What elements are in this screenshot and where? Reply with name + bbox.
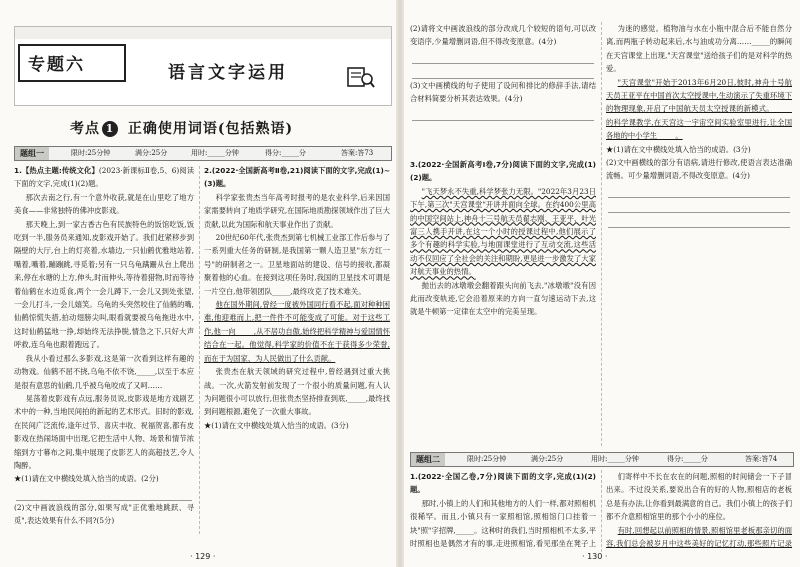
question-2 [204, 164, 390, 540]
q1-p2: 那天晚上,到一家古香古色有民族特色的饭馆吃饭,饭吃到一半,服务员来通知,皮影戏开始了。我们赶紧移步到隔壁的大厅,台上的灯亮着,水墙边,一只仙鹤优雅地站着,嘴着,嘴着,蹦蹦跳,寻觅着;另有一只乌龟蹒跚从台上爬出来,停在水塘的上方,伸头,时而伸头,等待着猎物,时而等待着仙鹤在水边觅食,两个一会儿蹲下,一会儿又到处张望,一会儿打斗,一会儿嬉笑。乌龟的头突然咬住了仙鹤的嘴,仙鹤惊慌失措,拍动翅膀尖叫,眼看就要被乌龟拖进水中,这时仙鹤猛地一挣,却始终无法挣脱,情急之下,只好大声呼救,连乌龟也跟着跑远了。 [14, 219, 194, 350]
q1-sub1: ★(1)请在文中横线处填入恰当的成语。(2分) [14, 474, 159, 484]
q3-sub2: (2)文中画横线的部分有语病,请进行修改,使语言表达准确流畅。可少量增删词语,不得改变原意。(4分) [606, 158, 792, 181]
q2-head: 2.(2022·全国新高考Ⅱ卷,21)阅读下面的文字,完成(1)~(3)题。 [204, 166, 390, 189]
kaodian-text: 正确使用词语(包括熟语) [127, 121, 294, 137]
score-field: 得分:_____分 [265, 149, 306, 157]
time-used: 用时:_____分钟 [591, 455, 639, 463]
left-page [0, 0, 398, 567]
q2-p3: 他在国外期间,曾经一度被外国同行看不起,面对种种困难,他迎难而上,把一件件不可能变成了可能。对于这些工作,他一向_____,从不居功自傲,始终把科学精神与爱国情怀结合在一起。他觉得,科学家的价值不在于获得多少荣誉,而在于为国家、为人民做出了什么贡献。 [204, 300, 390, 363]
kaodian-number: 1 [102, 121, 118, 137]
q1-head: 1.【热点主题:传统文化】 [14, 166, 99, 175]
q1-p3: 我从小看过那么多影戏,这是第一次看到这样有趣的动物戏。仙鹤不屈不挠,乌龟不依不饶,_____,以至于本应是很有意思的仙鹤,几乎被乌龟咬成了又呵…… [14, 353, 194, 390]
score-field: 得分:_____分 [667, 455, 708, 463]
q3-p1: "飞天梦永不失重,科学梦张力无限。"2022年3月23日下午,第三次"天宫课堂"开讲并面向全球。在约400公里高的中国空间站上,神舟十三号航天员翟志刚、王亚平、叶光富三人携手开讲,在这一个小时的授课过程中,他们展示了多个有趣的科学实验,与地面课堂进行了互动交流,这些活动不仅回应了全社会的关注和期盼,更是进一步激发了大家对航天事业的热情。 [410, 186, 596, 277]
q2-sub2: (2)请将文中画波浪线的部分改成几个较短的语句,可以改变语序,少量增删词语,但不得改变原意。(4分) [410, 24, 596, 47]
q1-sub2: (2)文中画波浪线的部分,如果写成"正优雅地跳跃、寻觅",表达效果有什么不同?(5分) [14, 502, 194, 526]
q1-p4: 晃荡着皮影戏有点远,服务员说,皮影戏是地方戏剧艺术中的一种,当地民间拍的新起的艺术形式。旧时的影戏,在民间广泛流传,逢年过节、喜庆丰收、祝福贺喜,都有皮影戏在热闹场面中出现,它把生活中人物、场景和情节浓缩到方寸幕布之间,集中展现了皮影艺人的高超技艺,令人陶醉。 [14, 393, 194, 470]
answer-line[interactable] [608, 198, 790, 213]
q1-p1: 那次去南之行,有一个意外收获,就是在山里吃了地方美食——非常独特的佛冲皮影戏。 [14, 192, 194, 216]
kaodian-prefix: 考点 [70, 121, 100, 137]
q2-p2: 20世纪60年代,张贵杰到第七机械工业部工作后参与了一系列重大任务的研制,是我国第一颗人造卫星"东方红一号"的研制者之一。卫星地面站的建设、信号的接收,都凝聚着他的心血。在接到这项任务时,我国的卫星技术可谓是一片空白,他带领团队_____,最终攻克了技术难关。 [204, 233, 390, 296]
group-bar-1 [14, 146, 392, 161]
question-1 [14, 164, 194, 534]
q1-source: (2023·新课标Ⅱ卷,5、6)阅读下面的文字,完成(1)(2)题。 [14, 166, 194, 189]
header-band [15, 27, 391, 39]
answer-line[interactable] [412, 64, 594, 79]
q2-sub1: ★(1)请在文中横线处填入恰当的成语。(3分) [204, 420, 349, 430]
answer-line[interactable] [16, 486, 192, 501]
answer-line[interactable] [608, 213, 790, 228]
q2-continued [410, 22, 596, 154]
q2-sub3: (3)文中画横线的句子使用了设问和排比的修辞手法,请结合材料简要分析其表达效果。(4分) [410, 80, 596, 104]
q3-continued [606, 22, 792, 342]
q4-right-p2: 有时,回想起以前照相的情景,照相馆里老板那亲切的面容,我们总会被岁月中这些美好的记忆打动,那些照片记录 [606, 525, 792, 549]
column-divider [601, 470, 602, 552]
answer-ref: 答案:答74 [745, 455, 778, 463]
page-number-right: · 130 · [582, 552, 608, 561]
answer-line[interactable] [412, 49, 594, 64]
column-divider [199, 166, 200, 534]
q3-sub1: ★(1)请在文中横线处填入恰当的成语。(3分) [606, 144, 751, 154]
answer-ref: 答案:答73 [341, 149, 374, 157]
q3-head: 3.(2022·全国新高考Ⅰ卷,7分)阅读下面的文字,完成(1)(2)题。 [410, 160, 596, 183]
right-page [402, 0, 800, 567]
q2-p1: 科学家张贵杰当年高考时报考的是农业科学,后来因国家需要转向了地质学研究,在国际地质勘探领域作出了巨大贡献,以此为国际和航天事业作出了贡献。 [204, 192, 390, 229]
topic-title: 专题六 [28, 55, 85, 75]
answer-line[interactable] [412, 106, 594, 121]
q4-p1: 那时,小镇上的人们和其他地方的人们一样,都对照相机很稀罕。而且,小镇只有一家照相馆,照相馆门口挂着一块"照"字招牌,_____。这种时的我们,当时照相机不太多,平时照相也是偶然才有的事,走进照相馆,看见那坐在凳子上 [410, 498, 596, 549]
subject-title: 语言文字运用 [168, 63, 288, 83]
question-4 [410, 470, 596, 552]
group-tag: 题组一 [15, 147, 49, 160]
magnifier-icon [346, 64, 376, 90]
question-3 [410, 158, 596, 448]
time-used: 用时:_____分钟 [191, 149, 239, 157]
time-limit: 限时:25分钟 [71, 149, 111, 157]
full-score: 满分:25分 [135, 149, 168, 157]
page-number-left: · 129 · [190, 552, 216, 561]
full-score: 满分:25分 [531, 455, 564, 463]
group-tag: 题组二 [411, 453, 445, 466]
q4-head: 1.(2022·全国乙卷,7分)阅读下面的文字,完成(1)(2)题。 [410, 472, 596, 495]
q3-right-p1: 为迷的感觉。植物油与水在小瓶中混合后不能自然分离,而两瓶子转动起来后,水与油成功分离……_____的瞬间在天宫课堂上出现,"天宫课堂"送给孩子们的是对科学的热爱。 [606, 24, 792, 74]
column-divider [601, 22, 602, 446]
q3-right-p2: "天宫课堂"开始于2013年6月20日,彼时,神舟十号航天员王亚平在中国首次太空授课中,生动演示了失重环境下的物理现象,开启了中国航天员太空授课的新模式。_____的科学课教学,在天宫这一宇宙空间实验室里进行,让全国各地的中小学生_____。 [606, 77, 792, 141]
q4-continued [606, 470, 792, 552]
answer-line[interactable] [608, 183, 790, 198]
q3-p2: 抛出去的冰墩墩会翻着跟头向前飞去,"冰墩墩"没有因此而改变轨迹,它会沿着原来的方向一直匀速运动下去,这就是牛顿第一定律在太空中的完美呈现。 [410, 280, 596, 317]
kaodian-title [70, 118, 293, 138]
group-bar-2 [410, 452, 794, 467]
time-limit: 限时:25分钟 [467, 455, 507, 463]
q4-right-p1: 们寄样中不长在农在的问题,照相的时间储会一下子冒出来。不过没关系,要说出合有的好的人物,照相店的老板总是有办法,让你看到最满意的自己。我们小镇上的孩子们都不介意照相馆里的那个小小的座位。 [606, 472, 792, 522]
q2-p4: 张贵杰在航天领域的研究过程中,曾经遇到过重大挑战。一次,火箭发射前发现了一个很小的质量问题,有人认为问题很小可以放行,但张贵杰坚持排查到底,_____,最终找到问题根源,避免了一次重大事故。 [204, 367, 390, 417]
